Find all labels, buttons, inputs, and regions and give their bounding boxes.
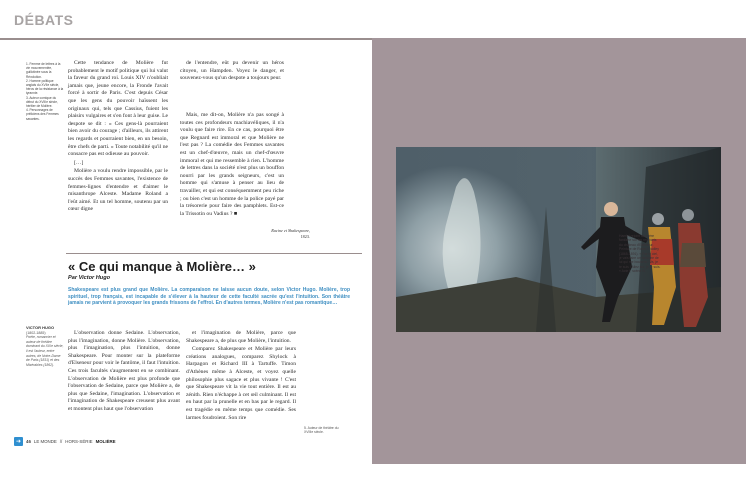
paragraph: […] [74, 159, 84, 166]
footnote: 3. Auteur comique du début du XVIIIe siècle, héritier de Molière. [26, 95, 58, 109]
hamlet-painting [396, 147, 721, 332]
publication-name: LE MONDE [33, 439, 57, 444]
article-column [68, 60, 168, 215]
footnotes [26, 62, 64, 121]
footnote: 4. Personnages de préliciens des Femmes savantes. [26, 108, 59, 121]
article-byline: Par Victor Hugo [68, 275, 111, 281]
paragraph: Cette tendance de Molière fut probablement le motif politique qui lui valut la faveur du grand roi. Louis XIV n'oubliait jamais que, jeune encore, la Fronde l'avait forcé à sortir de Paris. C'est depuis César que les gens du pouvoir haïssent les originaux qui, tels que Cassius, fuient les plaisirs vulgaires et s'en font à leur guise. Le despote se dit : « Ces gens-là pourraient bien avoir du courage ; d'ailleurs, ils attirent les regards et pourraient bien, en un besoin, être chefs de parti. » Toute notabilité qu'il ne consacre pas est odieuse au pouvoir. [68, 60, 168, 158]
paragraph: Comparez Shakespeare et Molière par leurs créations analogues, comparez Shylock à Harpagon et Richard III à Tartuffe. Timon d'Athènes même à Alceste, et voyez quelle philosophie plus sagace et plus vivante ! C'est que Shakespeare vit la vie tout entière. Il est au zénith. Rien n'échappe à cet œil culminant. Il est en haut par la prunelle et en bas par le regard. Il est tragédie en même temps que comédie. Ses larmes foudroient. Son rire [186, 346, 296, 421]
article-lead: Shakespeare est plus grand que Molière. La comparaison ne laisse aucun doute, selon Victor Hugo. Molière, trop spirituel, trop français, est incapable de s'élever à la hauteur de cette faculté sacrée qu'est l'intuition. Son théâtre jamais ne parvient à provoquer les grands frissons de l'effroi. En d'autres termes, Molière n'est pas romantique… [68, 287, 350, 307]
source-work: Racine et Shakespeare, [271, 228, 310, 233]
arrow-icon: ➜ [15, 438, 22, 445]
section-title: DÉBATS [14, 12, 74, 28]
page-number: 46 [26, 439, 31, 444]
paragraph: et l'imagination de Molière, parce que Shakespeare a, de plus que Molière, l'intuition. [186, 330, 296, 344]
article-column [180, 60, 284, 84]
page-footer [14, 437, 116, 446]
author-name: VICTOR HUGO [26, 325, 55, 330]
section-divider [66, 253, 362, 254]
author-bio-text: Poète, romancier et auteur de théâtre dominant du XIXe siècle, il est l'auteur, entre autres, de Notre-Dame de Paris (1831) et des Misérables (1862). [26, 335, 64, 367]
paragraph: Molière a voulu rendre impossible, par le succès des Femmes savantes, l'existence de femmes-lignes d'entendre et d'aimer le misanthrope Alceste. Madame Roland a l'eût aimé. Et un tel homme, soutenu par un cœur digne [68, 168, 168, 213]
paragraph: de l'entendre, eût pu devenir un héros citoyen, un Hampden. Voyez le danger, et souvenez-vous qu'un despote a toujours peur. [180, 60, 284, 82]
paragraph: L'observation donne Sedaine. L'observation, plus l'imagination, donne Molière. L'observation, plus l'imagination, plus l'intuition, donne Shakespeare. Pour monter sur la plateforme d'Elseneur pour voir le fantôme, il faut l'intuition. Ces trois facultés s'augmentent en se combinant. L'observation de Molière est plus profonde que l'observation de Sedaine, parce que Molière a, de plus que Sedaine, l'imagination. L'observation et l'imagination de Shakespeare creusent plus avant et montent plus haut que l'observation [68, 330, 180, 412]
author-bio [26, 326, 64, 367]
footnote-side: 5. Auteur de théâtre du XVIIIe siècle. [304, 426, 339, 435]
author-dates: (1802-1885) [26, 330, 46, 335]
article-column [68, 330, 180, 415]
source-signature [230, 228, 310, 239]
article-column [186, 330, 296, 423]
painting-caption: Hamlet rejoint son père fantôme sur les remparts du château d'Elseneur. Peinture de Robert Dudley (1865-1891). « Par le ciel, je vais faire un fantôme de lui qui me bousera ! Va, je te suis ! Allez sur, je te suis. » Acte I, scène IV. [619, 234, 661, 274]
article-headline: « Ce qui manque à Molière… » [68, 259, 256, 274]
article-column [180, 112, 284, 219]
footer-separator: // [59, 439, 63, 444]
issue-name: MOLIÈRE [95, 439, 116, 444]
series-name: HORS-SÉRIE [65, 439, 93, 444]
paragraph: Mais, me dit-on, Molière n'a pas songé à toutes ces profondeurs machiavéliques, il n'a voulu que faire rire. En ce cas, pourquoi être que Regnard est immoral et que Molière ne l'est pas ? La comédie des Femmes savantes est un chef-d'œuvre, mais un chef-d'œuvre immoral et qui me ressemble à rien. L'homme de lettres dans la société n'est plus un bouffon nourri par les grands seigneurs, c'est un homme qui s'amuse à penser au lieu de travailler, et qui est conséquemment peu riche ; ou bien c'est un homme de la police payé par la trésorerie pour faire des pamphlets. Est-ce la Trissotin ou Vadius ? ■ [180, 112, 284, 217]
footnote: 2. Homme politique anglais du XVIIe siècle, héros de la résistance à la tyrannie. [26, 78, 64, 96]
footnote: 1. Femme de lettres à la vie mouvementée, guillotinée sous la Révolution. [26, 62, 61, 79]
source-year: 1823. [300, 233, 310, 239]
